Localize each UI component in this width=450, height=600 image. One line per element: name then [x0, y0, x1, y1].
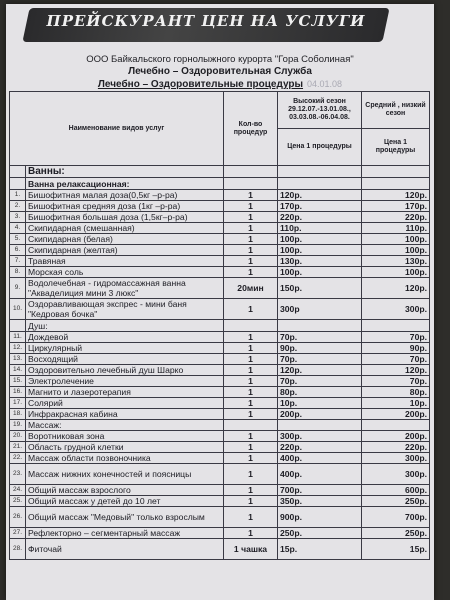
row-number: 25.	[10, 496, 26, 507]
price-high-cell: 700р.	[278, 485, 362, 496]
row-number: 20.	[10, 431, 26, 442]
price-high-cell: 100р.	[278, 267, 362, 278]
table-row	[10, 234, 430, 245]
row-number: 24.	[10, 485, 26, 496]
price-mid-cell: 120р.	[362, 278, 430, 299]
table-row	[10, 376, 430, 387]
qty-cell: 1	[224, 442, 278, 453]
price-mid-cell: 220р.	[362, 212, 430, 223]
header-name: Наименование видов услуг	[10, 92, 224, 166]
qty-cell: 1	[224, 223, 278, 234]
table-row	[10, 464, 430, 485]
row-number: 19.	[10, 420, 26, 431]
price-mid-cell: 200р.	[362, 409, 430, 420]
price-high-cell: 80р.	[278, 387, 362, 398]
price-mid-cell: 100р.	[362, 267, 430, 278]
qty-cell: 1	[224, 507, 278, 528]
row-number: 9.	[10, 278, 26, 299]
service-name-cell: Массаж:	[26, 420, 224, 431]
price-mid-cell: 70р.	[362, 332, 430, 343]
table-row	[10, 267, 430, 278]
service-name-cell: Бишофитная малая доза(0,5кг –р-ра)	[26, 190, 224, 201]
table-row	[10, 485, 430, 496]
qty-cell: 1	[224, 299, 278, 320]
qty-cell	[224, 166, 278, 178]
price-table	[9, 91, 430, 560]
row-number: 27.	[10, 528, 26, 539]
price-mid-cell: 300р.	[362, 299, 430, 320]
table-row	[10, 256, 430, 267]
price-mid-cell: 220р.	[362, 442, 430, 453]
price-mid-cell: 100р.	[362, 245, 430, 256]
service-name-cell: Массаж области позвоночника	[26, 453, 224, 464]
table-row	[10, 201, 430, 212]
row-number: 7.	[10, 256, 26, 267]
service-name-cell: Морская соль	[26, 267, 224, 278]
row-number: 4.	[10, 223, 26, 234]
table-row	[10, 387, 430, 398]
price-high-cell: 300р.	[278, 431, 362, 442]
service-name-cell: Бишофитная средняя доза (1кг –р-ра)	[26, 201, 224, 212]
table-row	[10, 528, 430, 539]
table-row	[10, 354, 430, 365]
qty-cell: 1	[224, 464, 278, 485]
row-number: 3.	[10, 212, 26, 223]
qty-cell: 20мин	[224, 278, 278, 299]
group-row	[10, 166, 430, 178]
service-name-cell: Магнито и лазеротерапия	[26, 387, 224, 398]
service-name-cell: Дождевой	[26, 332, 224, 343]
qty-cell: 1	[224, 485, 278, 496]
row-number: 22.	[10, 453, 26, 464]
price-high-cell: 350р.	[278, 496, 362, 507]
table-row	[10, 409, 430, 420]
header-high-season: Высокий сезон 29.12.07.-13.01.08., 03.03.08.-06.04.08.	[278, 92, 362, 129]
table-row	[10, 278, 430, 299]
group-label-2: Ванна релаксационная:	[26, 178, 224, 190]
qty-cell: 1	[224, 245, 278, 256]
price-mid-cell: 70р.	[362, 354, 430, 365]
price-high-cell: 15р.	[278, 539, 362, 560]
table-row	[10, 365, 430, 376]
service-name-cell: Скипидарная (смешанная)	[26, 223, 224, 234]
service-name-cell: Восходящий	[26, 354, 224, 365]
row-number	[10, 166, 26, 178]
table-row	[10, 453, 430, 464]
qty-cell	[224, 320, 278, 332]
group-label-1: Ванны:	[26, 166, 224, 178]
price-table-body	[10, 166, 430, 560]
table-row	[10, 496, 430, 507]
row-number	[10, 178, 26, 190]
header-price-high: Цена 1 процедуры	[278, 129, 362, 166]
service-name-cell: Оздоровительно лечебный душ Шарко	[26, 365, 224, 376]
qty-cell: 1	[224, 343, 278, 354]
row-number: 5.	[10, 234, 26, 245]
service-name-cell: Область грудной клетки	[26, 442, 224, 453]
row-number: 16.	[10, 387, 26, 398]
service-name-cell: Рефлекторно – сегментарный массаж	[26, 528, 224, 539]
table-row	[10, 507, 430, 528]
table-row	[10, 343, 430, 354]
service-name-cell: Инфракрасная кабина	[26, 409, 224, 420]
qty-cell: 1	[224, 234, 278, 245]
header-qty: Кол-во процедур	[224, 92, 278, 166]
price-mid-cell: 110р.	[362, 223, 430, 234]
price-mid-cell: 200р.	[362, 431, 430, 442]
table-row	[10, 212, 430, 223]
price-high-cell: 90р.	[278, 343, 362, 354]
row-number: 14.	[10, 365, 26, 376]
service-name: Лечебно – Оздоровительная Служба	[128, 66, 312, 77]
price-high-cell: 10р.	[278, 398, 362, 409]
price-list-sheet	[6, 4, 434, 600]
service-name-cell: Общий массаж взрослого	[26, 485, 224, 496]
group-row	[10, 320, 430, 332]
qty-cell: 1	[224, 332, 278, 343]
price-high-cell: 120р.	[278, 190, 362, 201]
price-high-cell: 250р.	[278, 528, 362, 539]
service-name-cell: Солярий	[26, 398, 224, 409]
row-number: 15.	[10, 376, 26, 387]
service-name-cell: Оздоравливающая экспрес - мини баня "Кедровая бочка"	[26, 299, 224, 320]
qty-cell: 1	[224, 256, 278, 267]
price-high-cell: 220р.	[278, 212, 362, 223]
row-number: 11.	[10, 332, 26, 343]
price-high-cell: 70р.	[278, 376, 362, 387]
table-row	[10, 431, 430, 442]
qty-cell: 1	[224, 409, 278, 420]
qty-cell: 1	[224, 376, 278, 387]
row-number: 18.	[10, 409, 26, 420]
row-number: 28.	[10, 539, 26, 560]
row-number: 6.	[10, 245, 26, 256]
qty-cell: 1 чашка	[224, 539, 278, 560]
qty-cell	[224, 420, 278, 431]
qty-cell: 1	[224, 354, 278, 365]
price-cell	[362, 166, 430, 178]
price-mid-cell: 600р.	[362, 485, 430, 496]
row-number: 1.	[10, 190, 26, 201]
price-mid-cell: 170р.	[362, 201, 430, 212]
row-number: 12.	[10, 343, 26, 354]
price-mid-cell	[362, 420, 430, 431]
table-row	[10, 223, 430, 234]
service-name-cell: Скипидарная (белая)	[26, 234, 224, 245]
section-title	[6, 79, 434, 90]
header-mid-season: Средний , низкий сезон	[362, 92, 430, 129]
date-stamp: 04.01.08	[307, 79, 343, 89]
price-high-cell: 400р.	[278, 464, 362, 485]
table-row	[10, 332, 430, 343]
group-label-3: Душ:	[26, 320, 224, 332]
price-cell	[362, 178, 430, 190]
price-mid-cell: 700р.	[362, 507, 430, 528]
price-mid-cell: 300р.	[362, 464, 430, 485]
row-number	[10, 320, 26, 332]
price-mid-cell: 300р.	[362, 453, 430, 464]
price-high-cell: 100р.	[278, 245, 362, 256]
table-row	[10, 190, 430, 201]
row-number: 2.	[10, 201, 26, 212]
qty-cell: 1	[224, 496, 278, 507]
row-number: 21.	[10, 442, 26, 453]
price-high-cell: 170р.	[278, 201, 362, 212]
service-name-cell: Скипидарная (желтая)	[26, 245, 224, 256]
qty-cell: 1	[224, 212, 278, 223]
service-name-cell: Бишофитная большая доза (1,5кг–р-ра)	[26, 212, 224, 223]
service-name-cell: Массаж нижних конечностей и поясницы	[26, 464, 224, 485]
qty-cell: 1	[224, 365, 278, 376]
qty-cell: 1	[224, 190, 278, 201]
price-high-cell: 200р.	[278, 409, 362, 420]
qty-cell: 1	[224, 453, 278, 464]
header-price-mid: Цена 1 процедуры	[362, 129, 430, 166]
service-name-cell: Фиточай	[26, 539, 224, 560]
service-name-cell: Общий массаж у детей до 10 лет	[26, 496, 224, 507]
price-cell	[362, 320, 430, 332]
price-mid-cell: 100р.	[362, 234, 430, 245]
table-row	[10, 245, 430, 256]
price-mid-cell: 10р.	[362, 398, 430, 409]
qty-cell: 1	[224, 387, 278, 398]
price-high-cell: 70р.	[278, 332, 362, 343]
price-high-cell: 100р.	[278, 234, 362, 245]
service-name-cell: Общий массаж "Медовый" только взрослым	[26, 507, 224, 528]
service-name-cell: Водолечебная - гидромассажная ванна "Акваделиция мини 3 люкс"	[26, 278, 224, 299]
price-high-cell: 900р.	[278, 507, 362, 528]
row-number: 13.	[10, 354, 26, 365]
row-number: 10.	[10, 299, 26, 320]
price-cell	[278, 320, 362, 332]
service-name-cell: Циркулярный	[26, 343, 224, 354]
row-number: 23.	[10, 464, 26, 485]
price-high-cell: 300р	[278, 299, 362, 320]
group-row	[10, 178, 430, 190]
price-mid-cell: 80р.	[362, 387, 430, 398]
price-high-cell: 110р.	[278, 223, 362, 234]
qty-cell: 1	[224, 431, 278, 442]
row-number: 8.	[10, 267, 26, 278]
qty-cell: 1	[224, 528, 278, 539]
price-high-cell: 120р.	[278, 365, 362, 376]
qty-cell: 1	[224, 201, 278, 212]
price-cell	[278, 166, 362, 178]
section-label: Лечебно – Оздоровительные процедуры	[97, 79, 304, 90]
price-high-cell	[278, 420, 362, 431]
organization-name: ООО Байкальского горнолыжного курорта "Гора Соболиная"	[86, 54, 354, 65]
price-mid-cell: 120р.	[362, 190, 430, 201]
qty-cell	[224, 178, 278, 190]
price-mid-cell: 250р.	[362, 496, 430, 507]
table-row	[10, 420, 430, 431]
qty-cell: 1	[224, 267, 278, 278]
price-high-cell: 220р.	[278, 442, 362, 453]
price-mid-cell: 130р.	[362, 256, 430, 267]
table-row	[10, 539, 430, 560]
row-number: 26.	[10, 507, 26, 528]
price-high-cell: 70р.	[278, 354, 362, 365]
row-number: 17.	[10, 398, 26, 409]
service-name-cell: Электролечение	[26, 376, 224, 387]
price-mid-cell: 15р.	[362, 539, 430, 560]
table-row	[10, 299, 430, 320]
price-mid-cell: 250р.	[362, 528, 430, 539]
price-mid-cell: 90р.	[362, 343, 430, 354]
price-high-cell: 150р.	[278, 278, 362, 299]
banner-title: ПРЕЙСКУРАНТ ЦЕН НА УСЛУГИ	[46, 12, 366, 30]
service-name-cell: Травяная	[26, 256, 224, 267]
qty-cell: 1	[224, 398, 278, 409]
price-high-cell: 130р.	[278, 256, 362, 267]
price-mid-cell: 70р.	[362, 376, 430, 387]
price-cell	[278, 178, 362, 190]
table-row	[10, 442, 430, 453]
service-name-cell: Воротниковая зона	[26, 431, 224, 442]
price-high-cell: 400р.	[278, 453, 362, 464]
price-mid-cell: 120р.	[362, 365, 430, 376]
table-row	[10, 398, 430, 409]
